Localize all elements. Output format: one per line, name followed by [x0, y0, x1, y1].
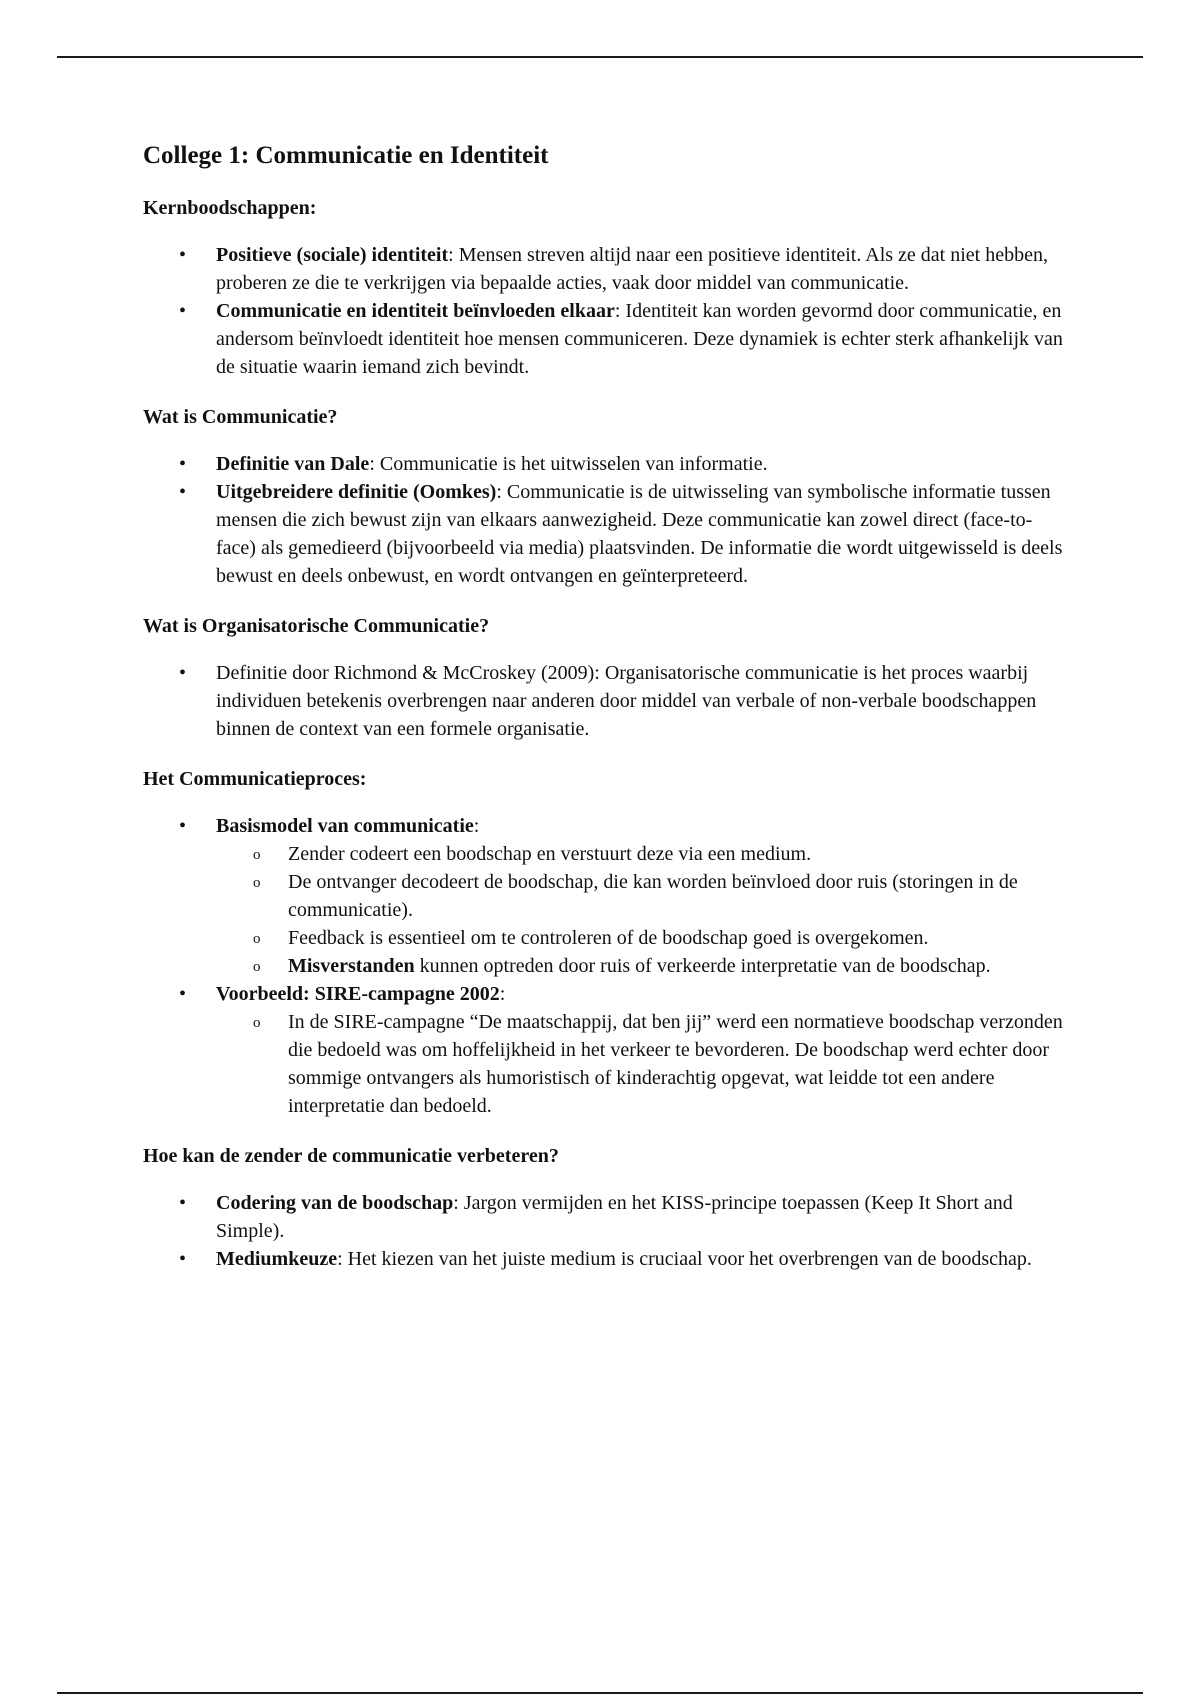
header-rule — [57, 56, 1143, 58]
page-title: College 1: Communicatie en Identiteit — [143, 142, 549, 169]
list-item — [143, 241, 1063, 297]
section-heading-kernboodschappen: Kernboodschappen: — [143, 196, 317, 219]
footer-rule — [57, 1692, 1143, 1694]
list-item — [143, 297, 1063, 381]
item-text: Zender codeert een boodschap en verstuurt deze via een medium. — [288, 842, 812, 865]
sire-sublist — [216, 1008, 1063, 1120]
communicatieproces-list — [143, 812, 1063, 1120]
item-term: Definitie van Dale — [216, 452, 370, 475]
item-text: : — [499, 982, 506, 1005]
item-term: Positieve (sociale) identiteit — [216, 243, 449, 266]
item-text: : Communicatie is het uitwisselen van informatie. — [369, 452, 768, 475]
item-term: Communicatie en identiteit beïnvloeden elkaar — [216, 299, 615, 322]
list-item — [143, 812, 1063, 980]
item-text: De ontvanger decodeert de boodschap, die kan worden beïnvloed door ruis (storingen in de communicatie). — [288, 870, 1018, 921]
item-text: : — [473, 814, 480, 837]
item-text: : Het kiezen van het juiste medium is cruciaal voor het overbrengen van de boodschap. — [337, 1247, 1032, 1270]
item-term: Misverstanden — [288, 954, 415, 977]
sub-list-item — [216, 840, 1063, 868]
item-text: Feedback is essentieel om te controleren of de boodschap goed is overgekomen. — [288, 926, 929, 949]
kernboodschappen-list — [143, 241, 1063, 381]
section-heading-communicatieproces: Het Communicatieproces: — [143, 767, 367, 790]
sub-list-item — [216, 868, 1063, 924]
section-heading-organisatorische-communicatie: Wat is Organisatorische Communicatie? — [143, 614, 490, 637]
document-body — [143, 140, 1063, 1296]
list-item — [143, 478, 1063, 590]
list-item — [143, 1245, 1063, 1273]
item-term: Voorbeeld: SIRE-campagne 2002 — [216, 982, 500, 1005]
item-term: Codering van de boodschap — [216, 1191, 454, 1214]
item-term: Basismodel van communicatie — [216, 814, 474, 837]
item-text: kunnen optreden door ruis of verkeerde interpretatie van de boodschap. — [414, 954, 991, 977]
item-term: Uitgebreidere definitie (Oomkes) — [216, 480, 497, 503]
item-text: Definitie door Richmond & McCroskey (2009): Organisatorische communicatie is het proces waarbij individuen betekenis overbrengen naar anderen door middel van verbale of non-verbale boodschappen binnen de context van een formele organisatie. — [216, 661, 1037, 740]
sub-list-item — [216, 1008, 1063, 1120]
basismodel-sublist — [216, 840, 1063, 980]
item-text: : Jargon vermijden en het KISS-principe toepassen (Keep It Short and Simple). — [216, 1191, 1013, 1242]
communicatie-list — [143, 450, 1063, 590]
organisatorische-list — [143, 659, 1063, 743]
section-heading-zender-verbeteren: Hoe kan de zender de communicatie verbeteren? — [143, 1144, 559, 1167]
item-term: Mediumkeuze — [216, 1247, 338, 1270]
zender-verbeteren-list — [143, 1189, 1063, 1273]
list-item — [143, 659, 1063, 743]
list-item — [143, 450, 1063, 478]
section-heading-wat-is-communicatie: Wat is Communicatie? — [143, 405, 338, 428]
sub-list-item — [216, 924, 1063, 952]
item-text: In de SIRE-campagne “De maatschappij, dat ben jij” werd een normatieve boodschap verzonden die bedoeld was om hoffelijkheid in het verkeer te bevorderen. De boodschap werd echter door sommige ontvangers als humoristisch of kinderachtig opgevat, wat leidde tot een andere interpretatie dan bedoeld. — [288, 1010, 1063, 1117]
item-text: : Communicatie is de uitwisseling van symbolische informatie tussen mensen die zich bewust zijn van elkaars aanwezigheid. Deze communicatie kan zowel direct (face-to-face) als gemedieerd (bijvoorbeeld via media) plaatsvinden. De informatie die wordt uitgewisseld is deels bewust en deels onbewust, en wordt ontvangen en geïnterpreteerd. — [216, 480, 1063, 587]
sub-list-item — [216, 952, 1063, 980]
item-text: : Mensen streven altijd naar een positieve identiteit. Als ze dat niet hebben, proberen ze die te verkrijgen via bepaalde acties, vaak door middel van communicatie. — [216, 243, 1048, 294]
item-text: : Identiteit kan worden gevormd door communicatie, en andersom beïnvloedt identiteit hoe mensen communiceren. Deze dynamiek is echter sterk afhankelijk van de situatie waarin iemand zich bevindt. — [216, 299, 1063, 378]
list-item — [143, 1189, 1063, 1245]
list-item — [143, 980, 1063, 1120]
